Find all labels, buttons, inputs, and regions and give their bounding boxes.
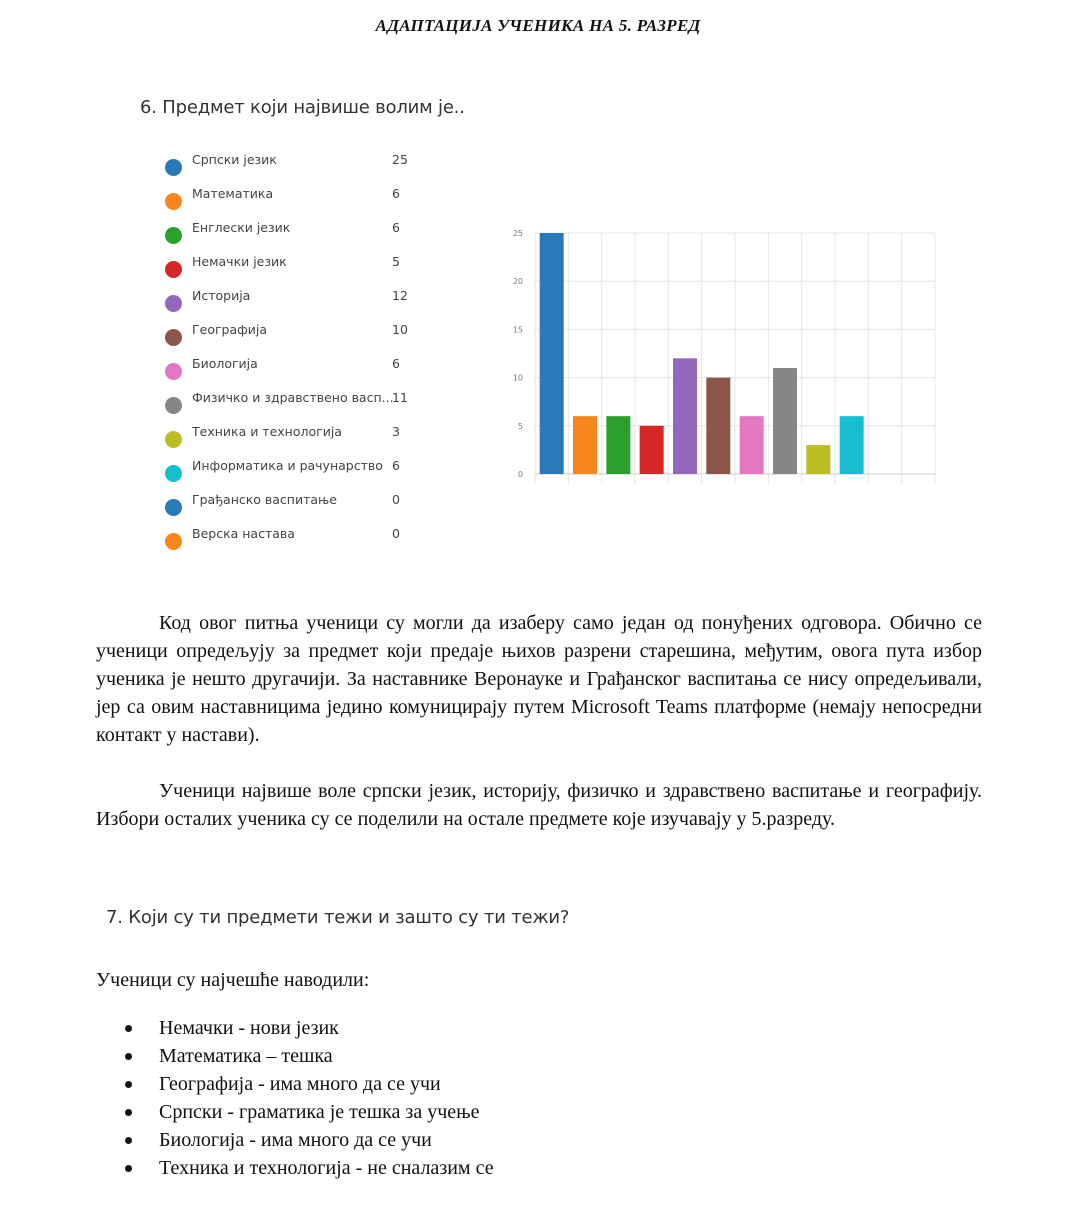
bar-chart [505, 218, 945, 493]
list-item-text: Немачки - нови језик [159, 1017, 339, 1039]
y-tick-label: 10 [512, 373, 523, 383]
legend-item [165, 487, 425, 521]
legend-value: 10 [392, 322, 408, 337]
bullet-icon [125, 1053, 132, 1060]
legend-value: 11 [392, 390, 408, 405]
legend-value: 0 [392, 526, 400, 541]
bar [673, 358, 697, 474]
legend-label: Немачки језик [192, 254, 287, 269]
legend-dot [165, 159, 182, 176]
legend-dot [165, 499, 182, 516]
legend-item [165, 147, 425, 181]
legend-value: 6 [392, 458, 400, 473]
legend-item [165, 215, 425, 249]
legend-dot [165, 295, 182, 312]
chart-legend [165, 147, 425, 555]
y-tick-label: 5 [517, 421, 523, 431]
legend-dot [165, 227, 182, 244]
legend-dot [165, 397, 182, 414]
bar [540, 233, 564, 474]
legend-item [165, 181, 425, 215]
y-tick-label: 0 [517, 470, 523, 479]
y-tick-label: 20 [512, 277, 523, 287]
bullet-icon [125, 1137, 132, 1144]
bar [740, 416, 764, 474]
legend-item [165, 521, 425, 555]
legend-value: 3 [392, 424, 400, 439]
legend-value: 6 [392, 186, 400, 201]
legend-label: Биологија [192, 356, 258, 371]
paragraph-2-text: Ученици највише воле српски језик, историју, физичко и здравствено васпитање и географију. Избори осталих ученика су се поделили на остале предмете које изучавају у 5.разреду. [96, 780, 982, 830]
legend-label: Верска настава [192, 526, 295, 541]
legend-dot [165, 193, 182, 210]
legend-dot [165, 533, 182, 550]
bar [773, 368, 797, 474]
legend-label: Грађанско васпитање [192, 492, 337, 507]
legend-value: 6 [392, 220, 400, 235]
legend-item [165, 453, 425, 487]
paragraph-2 [96, 777, 982, 833]
bar [640, 426, 664, 474]
list-item-text: Техника и технологија - не сналазим се [159, 1157, 494, 1179]
bar [573, 416, 597, 474]
list-item-text: Географија - има много да се учи [159, 1073, 441, 1095]
bullet-icon [125, 1025, 132, 1032]
legend-value: 0 [392, 492, 400, 507]
legend-label: Историја [192, 288, 251, 303]
legend-dot [165, 363, 182, 380]
legend-item [165, 249, 425, 283]
legend-label: Енглески језик [192, 220, 291, 235]
legend-value: 12 [392, 288, 408, 303]
list-item-text: Српски - граматика је тешка за учење [159, 1101, 480, 1123]
y-tick-label: 25 [512, 229, 523, 238]
question-7-title: 7. Који су ти предмети тежи и зашто су ти тежи? [106, 907, 570, 928]
legend-label: Информатика и рачунарство [192, 458, 383, 473]
bar [840, 416, 864, 474]
legend-value: 25 [392, 152, 408, 167]
legend-value: 6 [392, 356, 400, 371]
bar [606, 416, 630, 474]
bar [806, 445, 830, 474]
legend-label: Географија [192, 322, 268, 337]
legend-dot [165, 465, 182, 482]
legend-label: Математика [192, 186, 274, 201]
bullet-icon [125, 1109, 132, 1116]
bullet-icon [125, 1081, 132, 1088]
y-tick-label: 15 [512, 325, 523, 335]
page-header: АДАПТАЦИЈА УЧЕНИКА НА 5. РАЗРЕД [375, 16, 701, 35]
list-item-text: Математика – тешка [159, 1045, 333, 1067]
list-item-text: Биологија - има много да се учи [159, 1129, 432, 1151]
legend-label: Српски језик [192, 152, 277, 167]
paragraph-1-text: Код овог питња ученици су могли да изаберу само један од понуђених одговора. Обично се ученици опредељују за предмет који предаје њихов разрени старешина, међутим, овога пута избор ученика је нешто другачији. За наставнике Веронауке и Грађанског васпитања се нису опредељивали, јер са овим наставницима једино комуницирају путем Microsoft Teams платформе (немају непосредни контакт у настави). [96, 612, 982, 746]
legend-value: 5 [392, 254, 400, 269]
legend-item [165, 351, 425, 385]
bar [706, 378, 730, 474]
paragraph-1 [96, 609, 982, 749]
legend-label: Физичко и здравствено васп... [192, 390, 394, 405]
legend-label: Техника и технологија [192, 424, 342, 439]
legend-dot [165, 431, 182, 448]
legend-item [165, 317, 425, 351]
question-6-title: 6. Предмет који највише волим је.. [140, 97, 465, 118]
legend-item [165, 283, 425, 317]
legend-item [165, 419, 425, 453]
bullet-icon [125, 1165, 132, 1172]
answers-intro: Ученици су најчешће наводили: [96, 969, 370, 991]
legend-item [165, 385, 425, 419]
legend-dot [165, 329, 182, 346]
legend-dot [165, 261, 182, 278]
